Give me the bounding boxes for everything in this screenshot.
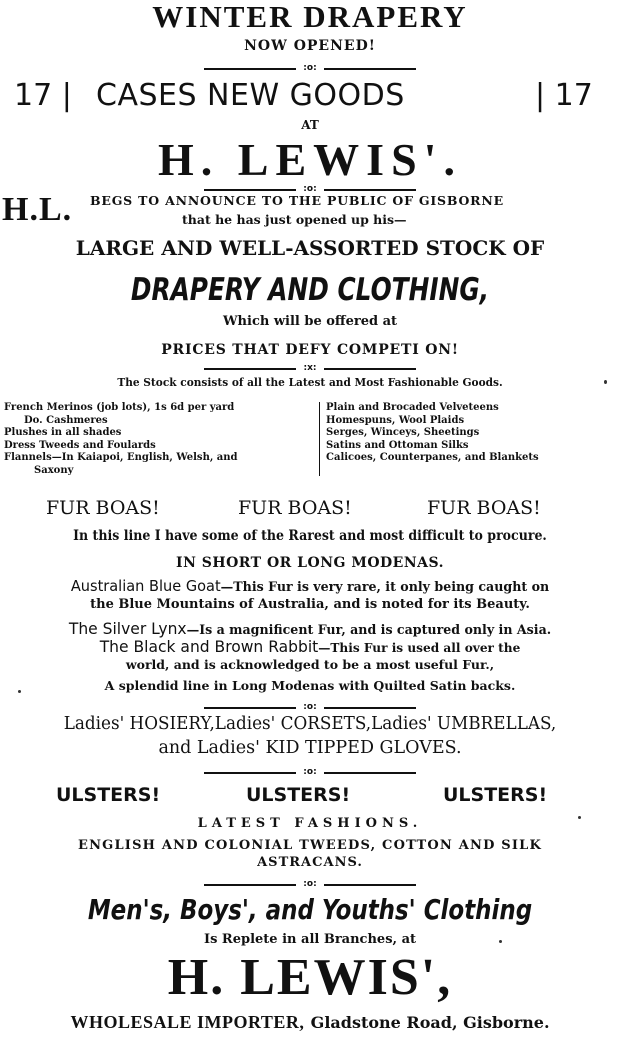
ulsters-row: [0, 782, 620, 810]
stock-item: French Merinos (job lots), 1s 6d per yard: [4, 402, 235, 413]
lynx-title: The Silver Lynx: [68, 619, 187, 638]
headline-title: WINTER DRAPERY: [152, 0, 468, 34]
tweeds-line-1: ENGLISH AND COLONIAL TWEEDS, COTTON AND SILK: [77, 838, 543, 853]
ink-speck: [18, 690, 21, 693]
offer-line: Which will be offered at: [222, 314, 398, 329]
stock-item: Flannels—In Kaiapoi, English, Welsh, and: [4, 452, 238, 463]
stock-item: Saxony: [34, 464, 74, 476]
fur-boas-2: FUR BOAS!: [238, 497, 352, 519]
goat-text: —This Fur is very rare, it only being caught on: [220, 580, 550, 595]
fur-boas-row: [0, 495, 620, 523]
ladies-line-2: and Ladies' KID TIPPED GLOVES.: [158, 738, 462, 758]
lynx-text: —Is a magnificent Fur, and is captured only in Asia.: [186, 623, 552, 638]
stock-item: Do. Cashmeres: [24, 414, 108, 426]
ladies-line-1: Ladies' HOSIERY,Ladies' CORSETS,Ladies' UMBRELLAS,: [63, 714, 557, 734]
clothing-title: Men's, Boys', and Youths' Clothing: [87, 893, 533, 926]
announce-initials: H.L.: [2, 191, 73, 228]
latest-fashions: LATEST FASHIONS.: [197, 816, 423, 831]
ink-speck: [499, 940, 502, 943]
goat-title: Australian Blue Goat: [70, 577, 221, 595]
separator: :o:: [204, 878, 416, 892]
stock-intro: The Stock consists of all the Latest and Most Fashionable Goods.: [117, 376, 503, 389]
ulsters-2: ULSTERS!: [246, 784, 351, 806]
store-name-header: H. LEWIS'.: [158, 134, 462, 185]
separator: :o:: [204, 62, 416, 76]
ink-speck: [604, 380, 607, 384]
stock-item: Satins and Ottoman Silks: [326, 439, 469, 451]
announce-line-1: BEGS TO ANNOUNCE TO THE PUBLIC OF GISBORNE: [90, 193, 504, 208]
modenas-line: IN SHORT OR LONG MODENAS.: [176, 555, 444, 571]
stock-item: Calicoes, Counterpanes, and Blankets: [326, 452, 539, 463]
separator: :o:: [204, 701, 416, 715]
address-label: Gladstone Road, Gisborne.: [310, 1013, 550, 1032]
fur-boas-1: FUR BOAS!: [46, 497, 160, 519]
cases-count-right: | 17: [535, 78, 593, 113]
stock-item: Serges, Winceys, Sheetings: [326, 427, 480, 438]
stock-item: Homespuns, Wool Plaids: [326, 414, 465, 426]
separator: :o:: [204, 766, 416, 780]
rabbit-line-1: [9, 637, 610, 658]
footer-line: [0, 1008, 620, 1036]
ink-speck: [578, 816, 581, 819]
rabbit-text: —This Fur is used all over the: [318, 640, 521, 655]
goat-paragraph-line-1: [9, 576, 610, 598]
importer-label: WHOLESALE IMPORTER,: [70, 1012, 305, 1032]
stock-heading: LARGE AND WELL-ASSORTED STOCK OF: [75, 236, 545, 260]
stock-item: Plain and Brocaded Velveteens: [326, 402, 499, 413]
ulsters-3: ULSTERS!: [443, 784, 548, 806]
tweeds-line-2: ASTRACANS.: [257, 855, 363, 870]
category-title: DRAPERY AND CLOTHING,: [130, 272, 490, 308]
fur-boas-3: FUR BOAS!: [427, 497, 541, 519]
headline-subtitle: NOW OPENED!: [244, 38, 376, 54]
cases-main: CASES NEW GOODS: [96, 78, 405, 113]
cases-count-left: 17 |: [14, 78, 72, 113]
separator: :o:: [204, 183, 416, 197]
store-name-footer: H. LEWIS',: [167, 949, 453, 1006]
stock-left-column: [4, 402, 238, 477]
separator: :x:: [204, 362, 416, 376]
splendid-line: A splendid line in Long Modenas with Quilted Satin backs.: [104, 678, 516, 693]
rabbit-line-2: world, and is acknowledged to be a most useful Fur.,: [125, 657, 495, 672]
stock-right-column: [326, 402, 539, 465]
stock-item: Plushes in all shades: [4, 427, 122, 438]
column-divider: [319, 402, 320, 476]
replete-line: Is Replete in all Branches, at: [204, 932, 416, 947]
announce-line-2: that he has just opened up his—: [182, 212, 407, 227]
rabbit-title: The Black and Brown Rabbit: [99, 637, 319, 656]
ulsters-1: ULSTERS!: [56, 784, 161, 806]
goat-paragraph-line-2: the Blue Mountains of Australia, and is noted for its Beauty.: [90, 597, 530, 612]
rarest-line: In this line I have some of the Rarest and most difficult to procure.: [73, 528, 547, 544]
prices-line: PRICES THAT DEFY COMPETI ON!: [161, 342, 459, 358]
at-label: AT: [301, 118, 319, 132]
stock-item: Dress Tweeds and Foulards: [4, 439, 156, 451]
